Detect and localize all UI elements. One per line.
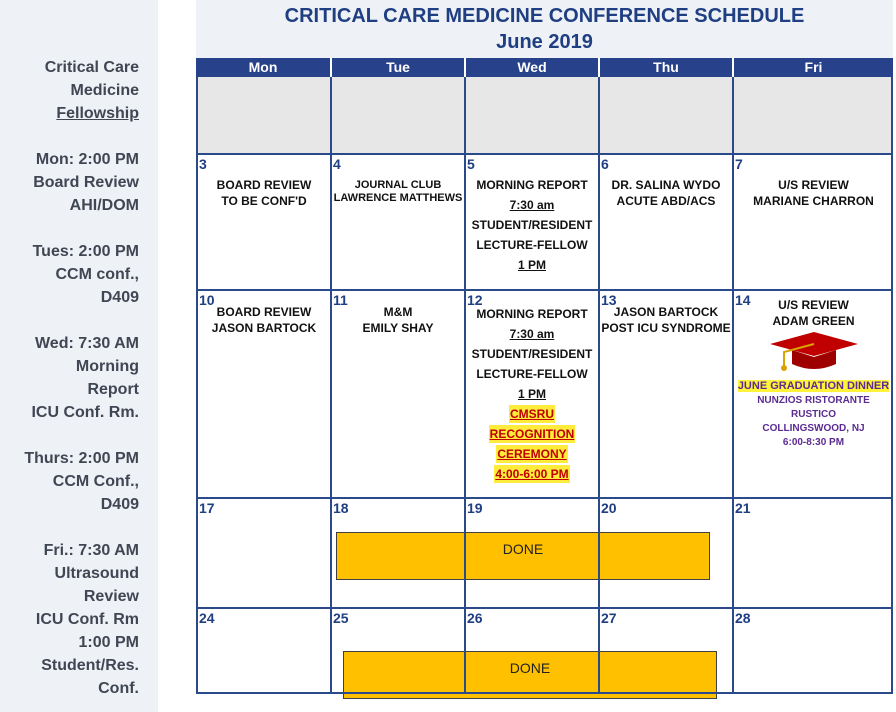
dinner-detail: RUSTICO	[791, 409, 836, 420]
highlight-line	[466, 464, 598, 484]
highlight-text: CMSRU	[510, 407, 554, 421]
sidebar-line: 1:00 PM	[78, 634, 139, 651]
event-line: ADAM GREEN	[772, 314, 855, 328]
graduation-dinner-block	[734, 377, 893, 450]
grid-horizontal-line	[196, 692, 893, 694]
schedule-header	[196, 0, 893, 58]
calendar-grid	[196, 77, 893, 694]
day-number: 5	[467, 156, 475, 172]
highlight-line	[466, 404, 598, 424]
sidebar-line: ICU Conf. Rm	[35, 611, 139, 628]
sidebar-line: CCM Conf.,	[52, 473, 139, 490]
grid-horizontal-line	[196, 153, 893, 155]
day-number: 14	[735, 292, 751, 308]
dinner-title	[734, 377, 893, 394]
event-block	[734, 297, 893, 329]
weekday-thu: Thu	[600, 58, 732, 77]
event-line: EMILY SHAY	[362, 321, 434, 335]
day-number: 21	[735, 500, 751, 516]
event-block	[198, 304, 330, 336]
sidebar-line: Tues: 2:00 PM	[32, 243, 139, 260]
day-number: 4	[333, 156, 341, 172]
day-number: 25	[333, 610, 349, 626]
event-line: 1 PM	[517, 387, 546, 401]
sidebar-line: Student/Res.	[41, 657, 139, 674]
event-line: 7:30 am	[509, 198, 555, 212]
weekday-header-bar	[196, 58, 893, 77]
sidebar-line: Fri.: 7:30 AM	[43, 542, 139, 559]
highlight-text: 4:00-6:00 PM	[495, 467, 569, 481]
dinner-detail: COLLINGSWOOD, NJ	[762, 423, 865, 434]
event-line: LECTURE-FELLOW	[476, 367, 588, 381]
sidebar-line: Medicine	[70, 82, 139, 99]
day-number: 20	[601, 500, 617, 516]
highlight-line	[466, 424, 598, 444]
done-banner: DONE	[336, 532, 710, 580]
sidebar-line: Board Review	[33, 174, 139, 191]
empty-cell	[198, 77, 330, 153]
day-number: 12	[467, 292, 483, 308]
weekday-fri: Fri	[734, 58, 893, 77]
sidebar-line: Conf.	[98, 680, 139, 697]
sidebar-line: D409	[100, 496, 139, 513]
day-number: 13	[601, 292, 617, 308]
day-number: 28	[735, 610, 751, 626]
event-line: ACUTE ABD/ACS	[616, 194, 716, 208]
grid-vertical-line	[196, 77, 198, 694]
event-line: JOURNAL CLUB	[354, 179, 442, 191]
empty-cell	[332, 77, 464, 153]
sidebar-line: Wed: 7:30 AM	[34, 335, 139, 352]
event-line: M&M	[383, 305, 413, 319]
event-line: U/S REVIEW	[778, 298, 849, 312]
event-line: JASON BARTOCK	[613, 305, 719, 319]
graduation-cap-icon	[768, 330, 860, 374]
event-line: 1 PM	[517, 258, 546, 272]
event-line: JASON BARTOCK	[211, 321, 317, 335]
day-number: 17	[199, 500, 215, 516]
event-line: TO BE CONF'D	[221, 194, 307, 208]
event-line: MARIANE CHARRON	[753, 194, 874, 208]
empty-cell	[466, 77, 598, 153]
event-line: POST ICU SYNDROME	[601, 321, 731, 335]
dinner-title-text: JUNE GRADUATION DINNER	[737, 380, 890, 392]
highlight-line	[466, 444, 598, 464]
event-line: BOARD REVIEW	[216, 305, 312, 319]
event-line: 7:30 am	[509, 327, 555, 341]
event-block	[198, 177, 330, 209]
empty-cell	[734, 77, 893, 153]
sidebar-line: ICU Conf. Rm.	[31, 404, 139, 421]
day-number: 27	[601, 610, 617, 626]
sidebar-line: AHI/DOM	[69, 197, 139, 214]
event-block	[734, 177, 893, 209]
sidebar-line: Thurs: 2:00 PM	[24, 450, 139, 467]
sidebar-line: Ultrasound	[54, 565, 139, 582]
day-number: 11	[333, 292, 348, 308]
sidebar-line: Mon: 2:00 PM	[35, 151, 139, 168]
highlight-text: CEREMONY	[497, 447, 567, 461]
weekday-wed: Wed	[466, 58, 598, 77]
sidebar-line: CCM conf.,	[55, 266, 139, 283]
done-banner: DONE	[343, 651, 717, 699]
grid-vertical-line	[598, 77, 600, 694]
event-block	[332, 304, 464, 336]
highlight-text: RECOGNITION	[489, 427, 575, 441]
sidebar-line: Report	[87, 381, 139, 398]
event-line: STUDENT/RESIDENT	[471, 218, 593, 232]
empty-cell	[600, 77, 732, 153]
event-line: MORNING REPORT	[476, 307, 588, 321]
grid-horizontal-line	[196, 289, 893, 291]
sidebar-line: Critical Care	[44, 59, 139, 76]
grid-vertical-line	[891, 77, 893, 694]
day-number: 3	[199, 156, 207, 172]
event-block	[600, 177, 732, 209]
weekday-tue: Tue	[332, 58, 464, 77]
schedule-title: CRITICAL CARE MEDICINE CONFERENCE SCHEDULE	[284, 5, 805, 27]
grid-vertical-line	[330, 77, 332, 694]
event-block	[466, 175, 598, 275]
grid-horizontal-line	[196, 497, 893, 499]
event-block	[600, 304, 732, 336]
sidebar-line: Fellowship	[56, 105, 139, 122]
sidebar	[0, 0, 158, 712]
day-number: 7	[735, 156, 743, 172]
dinner-detail: 6:00-8:30 PM	[782, 437, 845, 448]
weekday-mon: Mon	[196, 58, 330, 77]
event-line: MORNING REPORT	[476, 178, 588, 192]
event-block	[332, 179, 464, 205]
event-line: BOARD REVIEW	[216, 178, 312, 192]
day-number: 6	[601, 156, 609, 172]
event-line: U/S REVIEW	[778, 178, 849, 192]
event-line: DR. SALINA WYDO	[611, 178, 721, 192]
grid-vertical-line	[464, 77, 466, 694]
day-number: 24	[199, 610, 215, 626]
event-line: STUDENT/RESIDENT	[471, 347, 593, 361]
event-line: LECTURE-FELLOW	[476, 238, 588, 252]
event-block	[466, 304, 598, 484]
dinner-detail: NUNZIOS RISTORANTE	[757, 395, 870, 406]
sidebar-line: D409	[100, 289, 139, 306]
sidebar-line: Review	[83, 588, 139, 605]
day-number: 18	[333, 500, 349, 516]
event-line: LAWRENCE MATTHEWS	[333, 192, 463, 204]
schedule-month: June 2019	[496, 31, 593, 53]
day-number: 19	[467, 500, 483, 516]
day-number: 10	[199, 292, 215, 308]
day-number: 26	[467, 610, 483, 626]
sidebar-line: Morning	[75, 358, 139, 375]
grid-vertical-line	[732, 77, 734, 694]
grid-horizontal-line	[196, 607, 893, 609]
recognition-ceremony-note	[466, 404, 598, 484]
